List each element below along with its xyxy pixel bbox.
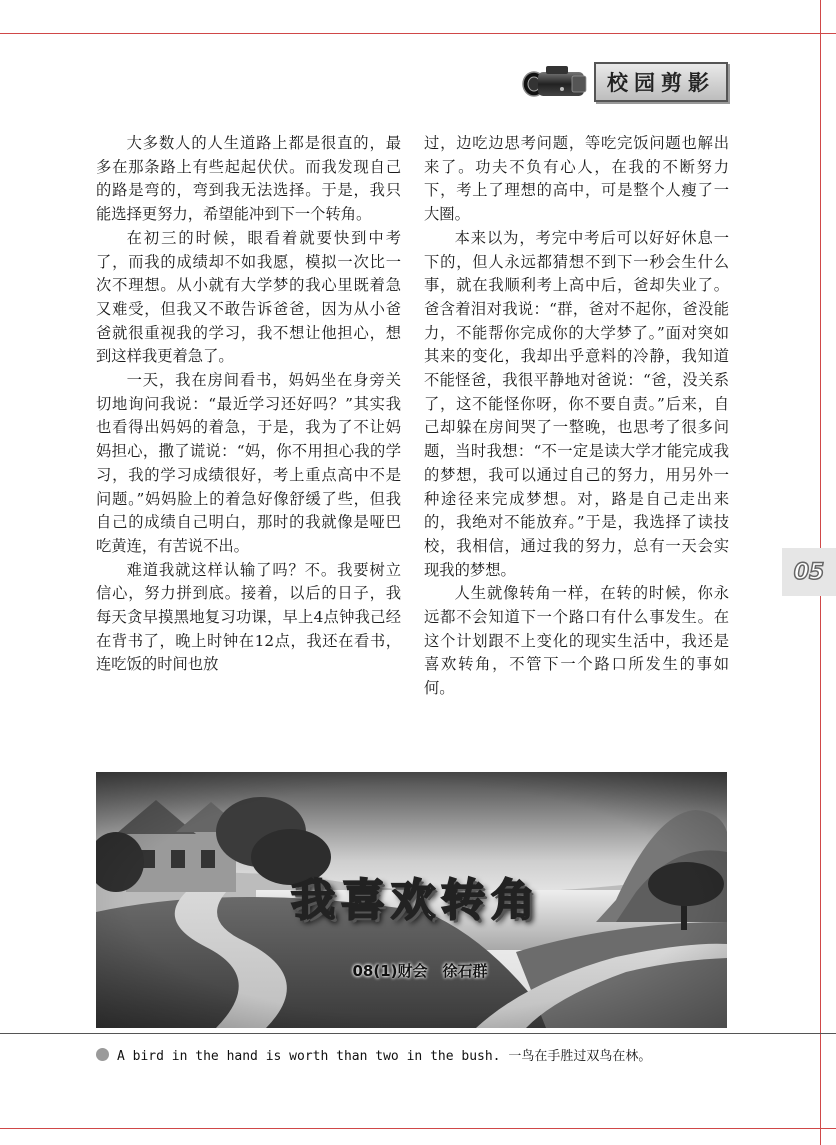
video-camera-icon — [522, 62, 592, 102]
page-number-tab — [782, 548, 836, 596]
bullet-dot-icon — [96, 1048, 109, 1061]
article-left-column — [96, 132, 401, 677]
paragraph: 大多数人的人生道路上都是很直的，最多在那条路上有些起起伏伏。而我发现自己的路是弯的，弯到我无法选择。于是，我只能选择更努力，希望能冲到下一个转角。 — [96, 134, 401, 224]
banner-author: 08(1)财会 徐石群 — [352, 962, 488, 980]
article-right-column — [424, 132, 729, 701]
footer-rule — [0, 1033, 836, 1034]
paragraph: 在初三的时候，眼看着就要快到中考了，而我的成绩却不如我愿，模拟一次比一次不理想。从小就有大学梦的我心里既着急又难受，但我又不敢告诉爸爸，因为从小爸爸就很重视我的学习，我不想让他担心，想到这样我更着急了。 — [96, 228, 401, 366]
section-header — [522, 58, 727, 106]
frame-top-line — [0, 33, 836, 34]
paragraph: 过，边吃边思考问题，等吃完饭问题也解出来了。功夫不负有心人，在我的不断努力下，考上了理想的高中，可是整个人瘦了一大圈。 — [424, 134, 729, 224]
paragraph: 一天，我在房间看书，妈妈坐在身旁关切地询问我说：“最近学习还好吗？”其实我也看得出妈妈的着急，于是，我为了不让妈妈担心，撒了谎说：“妈，你不用担心我的学习，我的学习成绩很好，考上重点高中不是问题。”妈妈脸上的着急好像舒缓了些，但我自己的成绩自己明白，那时的我就像是哑巴吃黄连，有苦说不出。 — [96, 371, 401, 555]
footer-proverb: A bird in the hand is worth than two in the bush. 一鸟在手胜过双鸟在林。 — [117, 1049, 652, 1064]
page-number: 05 — [793, 559, 825, 585]
paragraph: 人生就像转角一样，在转的时候，你永远都不会知道下一个路口有什么事发生。在这个计划跟不上变化的现实生活中，我还是喜欢转角，不管下一个路口所发生的事如何。 — [424, 584, 729, 698]
paragraph: 本来以为，考完中考后可以好好休息一下的，但人永远都猜想不到下一秒会生什么事，就在我顺利考上高中后，爸却失业了。爸含着泪对我说：“群，爸对不起你，爸没能力，不能帮你完成你的大学梦了。”面对突如其来的变化，我却出乎意料的冷静，我知道不能怪爸，我很平静地对爸说：“爸，没关系了，这不能怪你呀，你不要自责。”后来，自己却躲在房间哭了一整晚，也思考了很多问题，当时我想：“不一定是读大学才能完成我的梦想，我可以通过自己的努力，用另外一种途径来完成梦想。对，路是自己走出来的，我绝对不能放弃。”于是，我选择了读技校，我相信，通过我的努力，总有一天会实现我的梦想。 — [424, 228, 729, 579]
paragraph: 难道我就这样认输了吗？不。我要树立信心，努力拼到底。接着，以后的日子，我每天贪早摸黑地复习功课，早上4点钟我己经在背书了，晚上时钟在12点，我还在看书，连吃饭的时间也放 — [96, 560, 401, 674]
section-title: 校园剪影 — [594, 62, 728, 102]
banner-title: 我喜欢转角 — [291, 875, 541, 926]
frame-bottom-line — [0, 1128, 836, 1129]
